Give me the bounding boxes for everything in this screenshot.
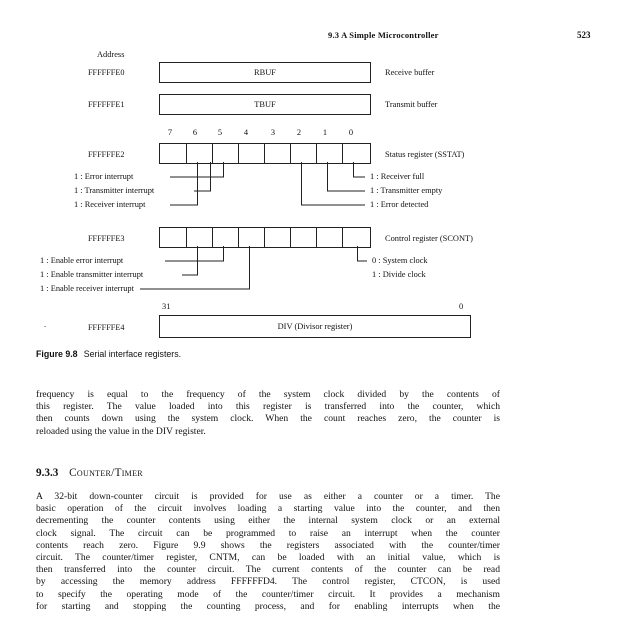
register-label-rbuf: RBUF (254, 68, 276, 77)
caption-label: Figure 9.8 (36, 349, 78, 359)
paragraph-counter-timer (36, 491, 500, 613)
running-header-section: 9.3 A Simple Microcontroller (328, 30, 439, 40)
section-number: 9.3.3 (36, 467, 59, 479)
text-line: for starting and stopping the counting process, and for enabling interrupts when the (36, 600, 500, 612)
status-right-label: 1 : Transmitter empty (370, 186, 443, 195)
div-bit-31: 31 (162, 302, 171, 311)
text-line: circuit. The counter/timer register, CNTM, can be loaded with an initial value, which is (36, 552, 500, 564)
bit-number: 2 (296, 128, 302, 137)
text-line: contents reach zero. Figure 9.9 shows the registers associated with the counter/timer (36, 539, 500, 551)
div-bit-0: 0 (459, 302, 464, 311)
text-line: to specify the operating mode of the counter/timer circuit. It provides a mechanism (36, 588, 500, 600)
bit-number: 4 (243, 128, 249, 137)
bit-number: 0 (348, 128, 354, 137)
connector-error-detected (302, 162, 366, 205)
address-div: FFFFFFE4 (88, 323, 125, 332)
text-line: then transferred into the counter circuit. The current contents of the counter can be read (36, 564, 500, 576)
stray-dot: . (44, 320, 47, 329)
section-heading (36, 467, 143, 479)
address-sstat: FFFFFFE2 (88, 150, 125, 159)
text-line: clock signal. The circuit can be programmed to raise an interrupt when the counter (36, 527, 500, 539)
status-left-label: 1 : Receiver interrupt (74, 200, 146, 209)
control-right-label: 0 : System clock (372, 256, 428, 265)
register-desc-scont: Control register (SCONT) (385, 234, 473, 243)
connector-receiver-full (354, 162, 366, 177)
connector-enable-error (165, 246, 224, 261)
section-title: Counter/Timer (69, 467, 143, 479)
figure-caption (36, 349, 181, 359)
caption-text: Serial interface registers. (83, 349, 182, 359)
text-line: this register. The value loaded into this register is transferred into the counter, which (36, 401, 500, 413)
address-rbuf: FFFFFFE0 (88, 68, 125, 77)
address-tbuf: FFFFFFE1 (88, 100, 125, 109)
register-desc-sstat: Status register (SSTAT) (385, 150, 465, 159)
control-right-label: 1 : Divide clock (372, 270, 426, 279)
control-left-label: 1 : Enable transmitter interrupt (40, 270, 144, 279)
bit-number: 7 (167, 128, 173, 137)
status-left-label: 1 : Transmitter interrupt (74, 186, 155, 195)
register-label-div: DIV (Divisor register) (277, 322, 353, 331)
status-right-label: 1 : Error detected (370, 200, 429, 209)
text-line: then counts down using the system clock. When the count reaches zero, the counter is (36, 413, 500, 425)
text-line: A 32-bit down-counter circuit is provided for use as either a counter or a timer. The (36, 491, 500, 502)
control-left-label: 1 : Enable receiver interrupt (40, 284, 134, 293)
address-heading: Address (97, 50, 125, 59)
connector-error-interrupt (170, 162, 224, 177)
register-desc-rbuf: Receive buffer (385, 68, 435, 77)
status-right-label: 1 : Receiver full (370, 172, 425, 181)
register-desc-tbuf: Transmit buffer (385, 100, 438, 109)
text-line: decrementing the counter contents using either the internal system clock or an external (36, 515, 500, 527)
text-line: reloaded using the value in the DIV register. (36, 425, 206, 437)
register-label-tbuf: TBUF (254, 100, 276, 109)
page-number: 523 (577, 30, 591, 40)
text-line: basic operation of the circuit involves loading a starting value into the counter, and then (36, 503, 500, 515)
control-left-label: 1 : Enable error interrupt (40, 256, 124, 265)
address-scont: FFFFFFE3 (88, 234, 125, 243)
status-left-label: 1 : Error interrupt (74, 172, 134, 181)
connector-receiver-interrupt (170, 162, 198, 205)
bit-number: 3 (270, 128, 276, 137)
paragraph-divisor (36, 389, 500, 438)
text-line: by accessing the memory address FFFFFFD4. The control register, CTCON, is used (36, 576, 500, 588)
bit-number: 5 (217, 128, 223, 137)
connector-enable-receiver (140, 246, 250, 289)
connector-clock-select (358, 246, 368, 261)
bit-number: 1 (322, 128, 328, 137)
text-line: frequency is equal to the frequency of the system clock divided by the contents of (36, 389, 500, 400)
bit-number: 6 (192, 128, 198, 137)
